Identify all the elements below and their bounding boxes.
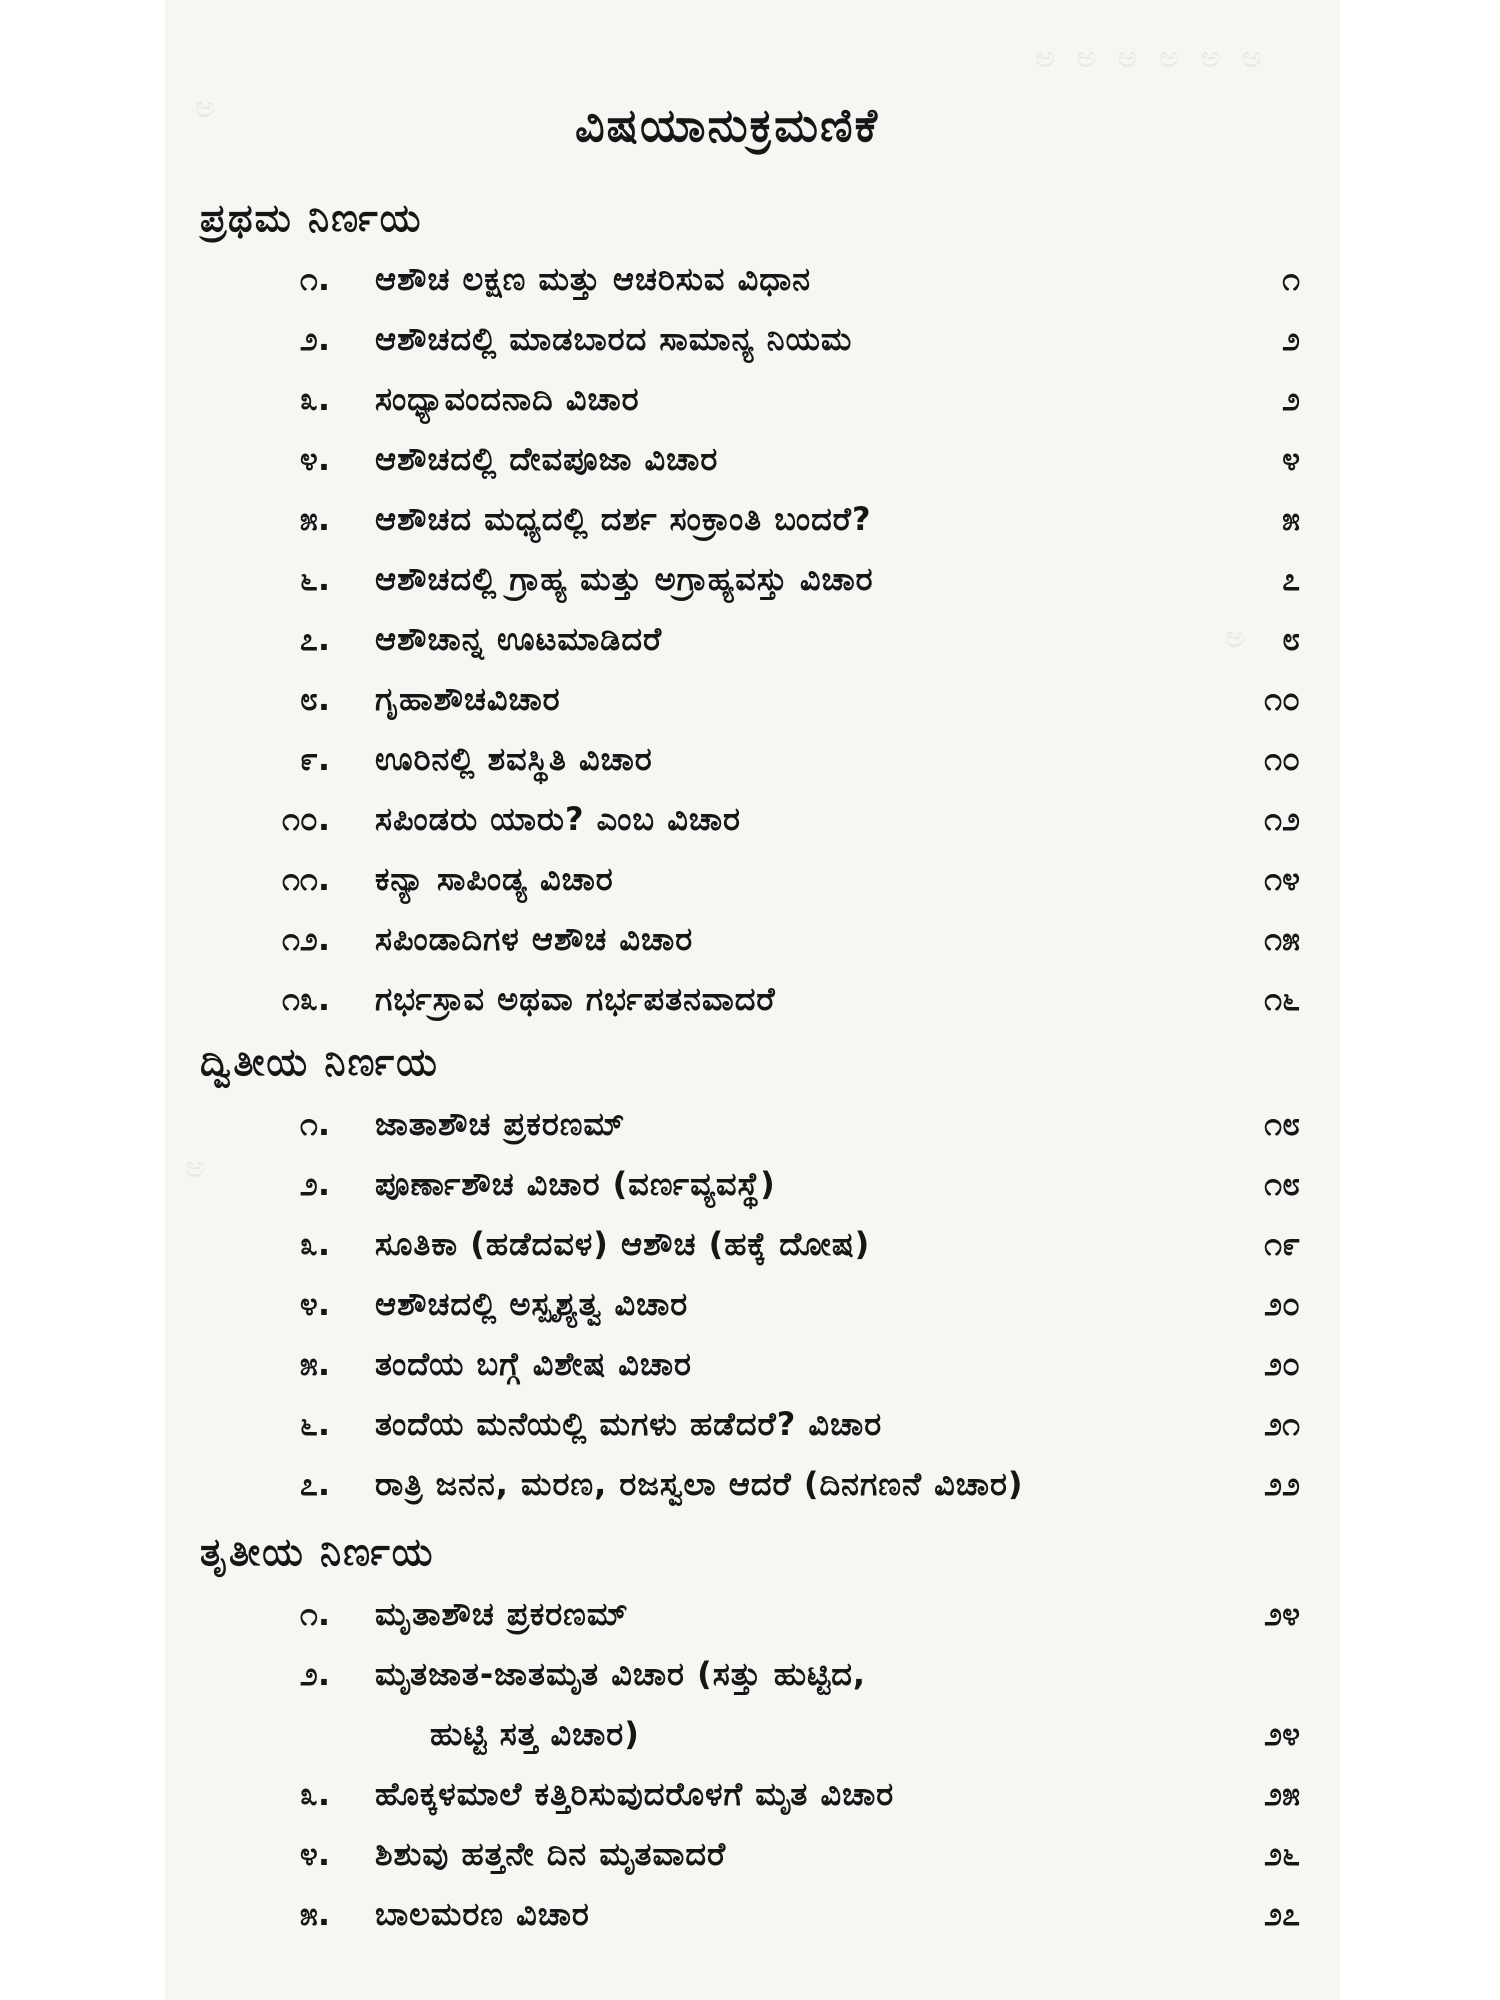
entry-title: ಗರ್ಭಸ್ರಾವ ಅಥವಾ ಗರ್ಭಪತನವಾದರೆ xyxy=(375,980,776,1018)
entry-title: ಸಪಿಂಡಾದಿಗಳ ಆಶೌಚ ವಿಚಾರ xyxy=(375,920,694,958)
entry-page-number: ೧೮ xyxy=(1264,1165,1300,1203)
entry-page-number: ೭ xyxy=(1282,560,1300,598)
entry-number: ೫. xyxy=(299,1345,330,1383)
bleed-through-text: ಅ xyxy=(195,90,221,125)
entry-number: ೧೦. xyxy=(282,800,330,838)
entry-number: ೨. xyxy=(299,1655,330,1693)
entry-number: ೯. xyxy=(299,740,330,778)
entry-number: ೪. xyxy=(299,1835,330,1873)
section-heading: ತೃತೀಯ ನಿರ್ಣಯ xyxy=(200,1530,435,1574)
entry-title: ರಾತ್ರಿ ಜನನ, ಮರಣ, ರಜಸ್ವಲಾ ಆದರೆ (ದಿನಗಣನೆ ವಿಚಾರ) xyxy=(375,1465,1024,1503)
entry-title: ಆಶೌಚಾನ್ನ ಊಟಮಾಡಿದರೆ xyxy=(375,620,663,658)
entry-title-continuation: ಹುಟ್ಟಿ ಸತ್ತ ವಿಚಾರ) xyxy=(430,1715,640,1753)
entry-title: ತಂದೆಯ ಮನೆಯಲ್ಲಿ ಮಗಳು ಹಡೆದರೆ? ವಿಚಾರ xyxy=(375,1405,883,1443)
entry-title: ಪೂರ್ಣಾಶೌಚ ವಿಚಾರ (ವರ್ಣವ್ಯವಸ್ಥೆ) xyxy=(375,1165,776,1203)
page-title: ವಿಷಯಾನುಕ್ರಮಣಿಕೆ xyxy=(575,98,880,152)
entry-page-number: ೧೯ xyxy=(1264,1225,1300,1263)
bleed-through-text: ಅ ಅ ಅ ಅ ಅ ಅ xyxy=(1035,40,1268,75)
entry-number: ೫. xyxy=(299,500,330,538)
entry-page-number: ೧ xyxy=(1282,260,1300,298)
entry-page-number: ೨೭ xyxy=(1264,1895,1300,1933)
entry-page-number: ೨೦ xyxy=(1264,1345,1300,1383)
section-heading: ದ್ವಿತೀಯ ನಿರ್ಣಯ xyxy=(200,1040,439,1084)
entry-title: ಬಾಲಮರಣ ವಿಚಾರ xyxy=(375,1895,590,1933)
entry-page-number: ೧೦ xyxy=(1264,740,1300,778)
entry-number: ೪. xyxy=(299,1285,330,1323)
entry-title: ಸಂಧ್ಯಾವಂದನಾದಿ ವಿಚಾರ xyxy=(375,380,640,418)
entry-number: ೭. xyxy=(299,1465,330,1503)
entry-title: ತಂದೆಯ ಬಗ್ಗೆ ವಿಶೇಷ ವಿಚಾರ xyxy=(375,1345,692,1383)
entry-number: ೨. xyxy=(299,320,330,358)
entry-number: ೩. xyxy=(299,380,330,418)
entry-number: ೧. xyxy=(299,1595,330,1633)
entry-number: ೮. xyxy=(299,680,330,718)
entry-number: ೬. xyxy=(299,1405,330,1443)
entry-number: ೬. xyxy=(299,560,330,598)
entry-page-number: ೪ xyxy=(1282,440,1300,478)
entry-number: ೪. xyxy=(299,440,330,478)
entry-page-number: ೨೨ xyxy=(1264,1465,1300,1503)
entry-page-number: ೧೪ xyxy=(1264,860,1300,898)
entry-number: ೫. xyxy=(299,1895,330,1933)
entry-page-number: ೨೦ xyxy=(1264,1285,1300,1323)
entry-title: ಆಶೌಚದಲ್ಲಿ ಅಸ್ಪೃಶ್ಯತ್ವ ವಿಚಾರ xyxy=(375,1285,689,1323)
entry-number: ೨. xyxy=(299,1165,330,1203)
entry-title: ಊರಿನಲ್ಲಿ ಶವಸ್ಥಿತಿ ವಿಚಾರ xyxy=(375,740,653,778)
entry-title: ಆಶೌಚ ಲಕ್ಷಣ ಮತ್ತು ಆಚರಿಸುವ ವಿಧಾನ xyxy=(375,260,812,298)
entry-title: ಸೂತಿಕಾ (ಹಡೆದವಳ) ಆಶೌಚ (ಹಕ್ಕೆ ದೋಷ) xyxy=(375,1225,871,1263)
entry-page-number: ೮ xyxy=(1282,620,1300,658)
entry-page-number: ೧೦ xyxy=(1264,680,1300,718)
entry-title: ಮೃತಾಶೌಚ ಪ್ರಕರಣಮ್ xyxy=(375,1595,629,1633)
entry-title: ಆಶೌಚದಲ್ಲಿ ಗ್ರಾಹ್ಯ ಮತ್ತು ಅಗ್ರಾಹ್ಯವಸ್ತು ವಿಚಾರ xyxy=(375,560,874,598)
entry-number: ೩. xyxy=(299,1775,330,1813)
entry-page-number: ೫ xyxy=(1282,500,1300,538)
section-heading: ಪ್ರಥಮ ನಿರ್ಣಯ xyxy=(200,196,423,240)
entry-page-number: ೨೬ xyxy=(1264,1835,1300,1873)
entry-page-number: ೧೮ xyxy=(1264,1105,1300,1143)
entry-number: ೩. xyxy=(299,1225,330,1263)
bleed-through-text: ಅ xyxy=(1225,620,1251,655)
entry-title: ಗೃಹಾಶೌಚವಿಚಾರ xyxy=(375,680,561,718)
entry-title: ಆಶೌಚದ ಮಧ್ಯದಲ್ಲಿ ದರ್ಶ ಸಂಕ್ರಾಂತಿ ಬಂದರೆ? xyxy=(375,500,872,538)
entry-page-number: ೨೧ xyxy=(1264,1405,1300,1443)
entry-title: ಆಶೌಚದಲ್ಲಿ ಮಾಡಬಾರದ ಸಾಮಾನ್ಯ ನಿಯಮ xyxy=(375,320,853,358)
entry-title: ಕನ್ಯಾ ಸಾಪಿಂಡ್ಯ ವಿಚಾರ xyxy=(375,860,614,898)
entry-title: ಸಪಿಂಡರು ಯಾರು? ಎಂಬ ವಿಚಾರ xyxy=(375,800,741,838)
entry-title: ಆಶೌಚದಲ್ಲಿ ದೇವಪೂಜಾ ವಿಚಾರ xyxy=(375,440,719,478)
entry-page-number: ೨೪ xyxy=(1264,1715,1300,1753)
entry-title: ಶಿಶುವು ಹತ್ತನೇ ದಿನ ಮೃತವಾದರೆ xyxy=(375,1835,727,1873)
entry-page-number: ೧೨ xyxy=(1264,800,1300,838)
entry-title: ಮೃತಜಾತ-ಜಾತಮೃತ ವಿಚಾರ (ಸತ್ತು ಹುಟ್ಟಿದ, xyxy=(375,1655,867,1693)
entry-page-number: ೧೫ xyxy=(1264,920,1300,958)
entry-page-number: ೨೪ xyxy=(1264,1595,1300,1633)
entry-title: ಜಾತಾಶೌಚ ಪ್ರಕರಣಮ್ xyxy=(375,1105,626,1143)
entry-page-number: ೧೬ xyxy=(1264,980,1300,1018)
entry-title: ಹೊಕ್ಕಳಮಾಲೆ ಕತ್ತಿರಿಸುವುದರೊಳಗೆ ಮೃತ ವಿಚಾರ xyxy=(375,1775,895,1813)
entry-number: ೧. xyxy=(299,260,330,298)
entry-page-number: ೨ xyxy=(1282,380,1300,418)
entry-page-number: ೨೫ xyxy=(1264,1775,1300,1813)
entry-number: ೭. xyxy=(299,620,330,658)
entry-number: ೧೧. xyxy=(282,860,330,898)
bleed-through-text: ಅ xyxy=(185,1150,211,1185)
entry-number: ೧೩. xyxy=(282,980,330,1018)
entry-page-number: ೨ xyxy=(1282,320,1300,358)
entry-number: ೧. xyxy=(299,1105,330,1143)
entry-number: ೧೨. xyxy=(282,920,330,958)
